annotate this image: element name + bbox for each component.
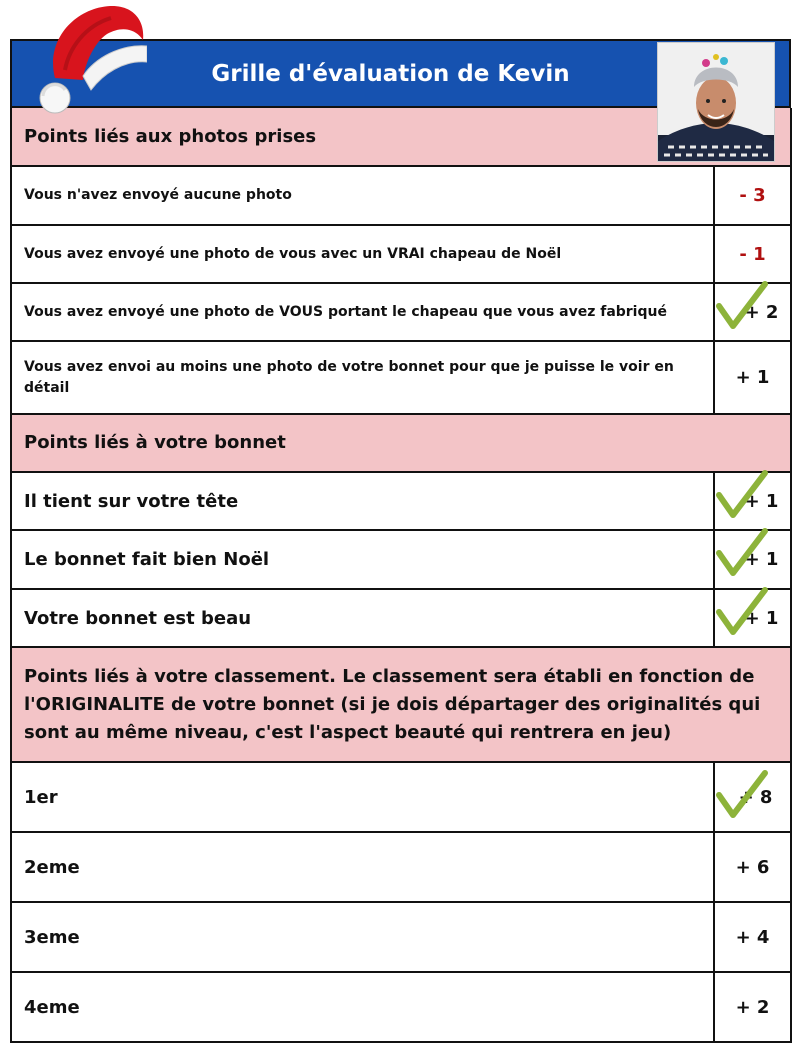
criterion-label: Vous avez envoyé une photo de vous avec un VRAI chapeau de Noël <box>24 245 562 262</box>
page-title: Grille d'évaluation de Kevin <box>211 60 570 87</box>
rank-label: 3eme <box>24 926 80 948</box>
criterion-label: Vous avez envoi au moins une photo de votre bonnet pour que je puisse le voir en détail <box>24 358 674 396</box>
points-value: - 3 <box>713 167 790 224</box>
table-row <box>10 226 792 284</box>
check-icon <box>715 280 769 334</box>
points-value <box>713 763 790 831</box>
criterion-label: Votre bonnet est beau <box>24 607 252 629</box>
points-value <box>713 531 790 588</box>
points-value: + 2 <box>713 973 790 1041</box>
criterion-label: Vous avez envoyé une photo de VOUS portant le chapeau que vous avez fabriqué <box>24 303 667 320</box>
points-text: + 8 <box>738 786 773 808</box>
check-icon <box>715 527 769 581</box>
points-value: + 6 <box>713 833 790 901</box>
criterion-label: Le bonnet fait bien Noël <box>24 549 270 570</box>
points-text: + 1 <box>744 549 779 570</box>
table-row <box>10 973 792 1043</box>
points-text: + 1 <box>744 607 779 629</box>
rank-label: 1er <box>24 786 58 808</box>
points-value: - 1 <box>713 226 790 282</box>
evaluation-table <box>10 108 792 1043</box>
section-header-bonnet <box>10 415 792 473</box>
section-title: Points liés aux photos prises <box>24 125 317 147</box>
check-icon <box>715 586 769 640</box>
table-row <box>10 167 792 226</box>
avatar <box>657 42 775 162</box>
table-row <box>10 763 792 833</box>
section-title: Points liés à votre bonnet <box>24 432 286 453</box>
table-row <box>10 903 792 973</box>
criterion-label: Vous n'avez envoyé aucune photo <box>24 187 292 203</box>
section-header-classement <box>10 648 792 763</box>
points-text: + 1 <box>744 490 779 512</box>
table-row <box>10 531 792 590</box>
criterion-label: Il tient sur votre tête <box>24 490 239 512</box>
points-value <box>713 473 790 529</box>
points-text: + 2 <box>744 301 779 323</box>
table-row <box>10 342 792 415</box>
santa-hat-icon <box>25 0 147 120</box>
rank-label: 4eme <box>24 996 80 1018</box>
points-value <box>713 590 790 646</box>
check-icon <box>715 469 769 523</box>
rank-label: 2eme <box>24 856 80 878</box>
table-row <box>10 473 792 531</box>
table-row <box>10 833 792 903</box>
points-value <box>713 284 790 340</box>
table-row <box>10 284 792 342</box>
points-value: + 1 <box>713 342 790 413</box>
section-title: Points liés à votre classement. Le classement sera établi en fonction de l'ORIGINALITE de votre bonnet (si je dois départager des originalités qui sont au même niveau, c'est l'aspect beauté qui rentrera en jeu) <box>24 665 761 743</box>
table-row <box>10 590 792 648</box>
points-value: + 4 <box>713 903 790 971</box>
check-icon <box>715 769 769 823</box>
